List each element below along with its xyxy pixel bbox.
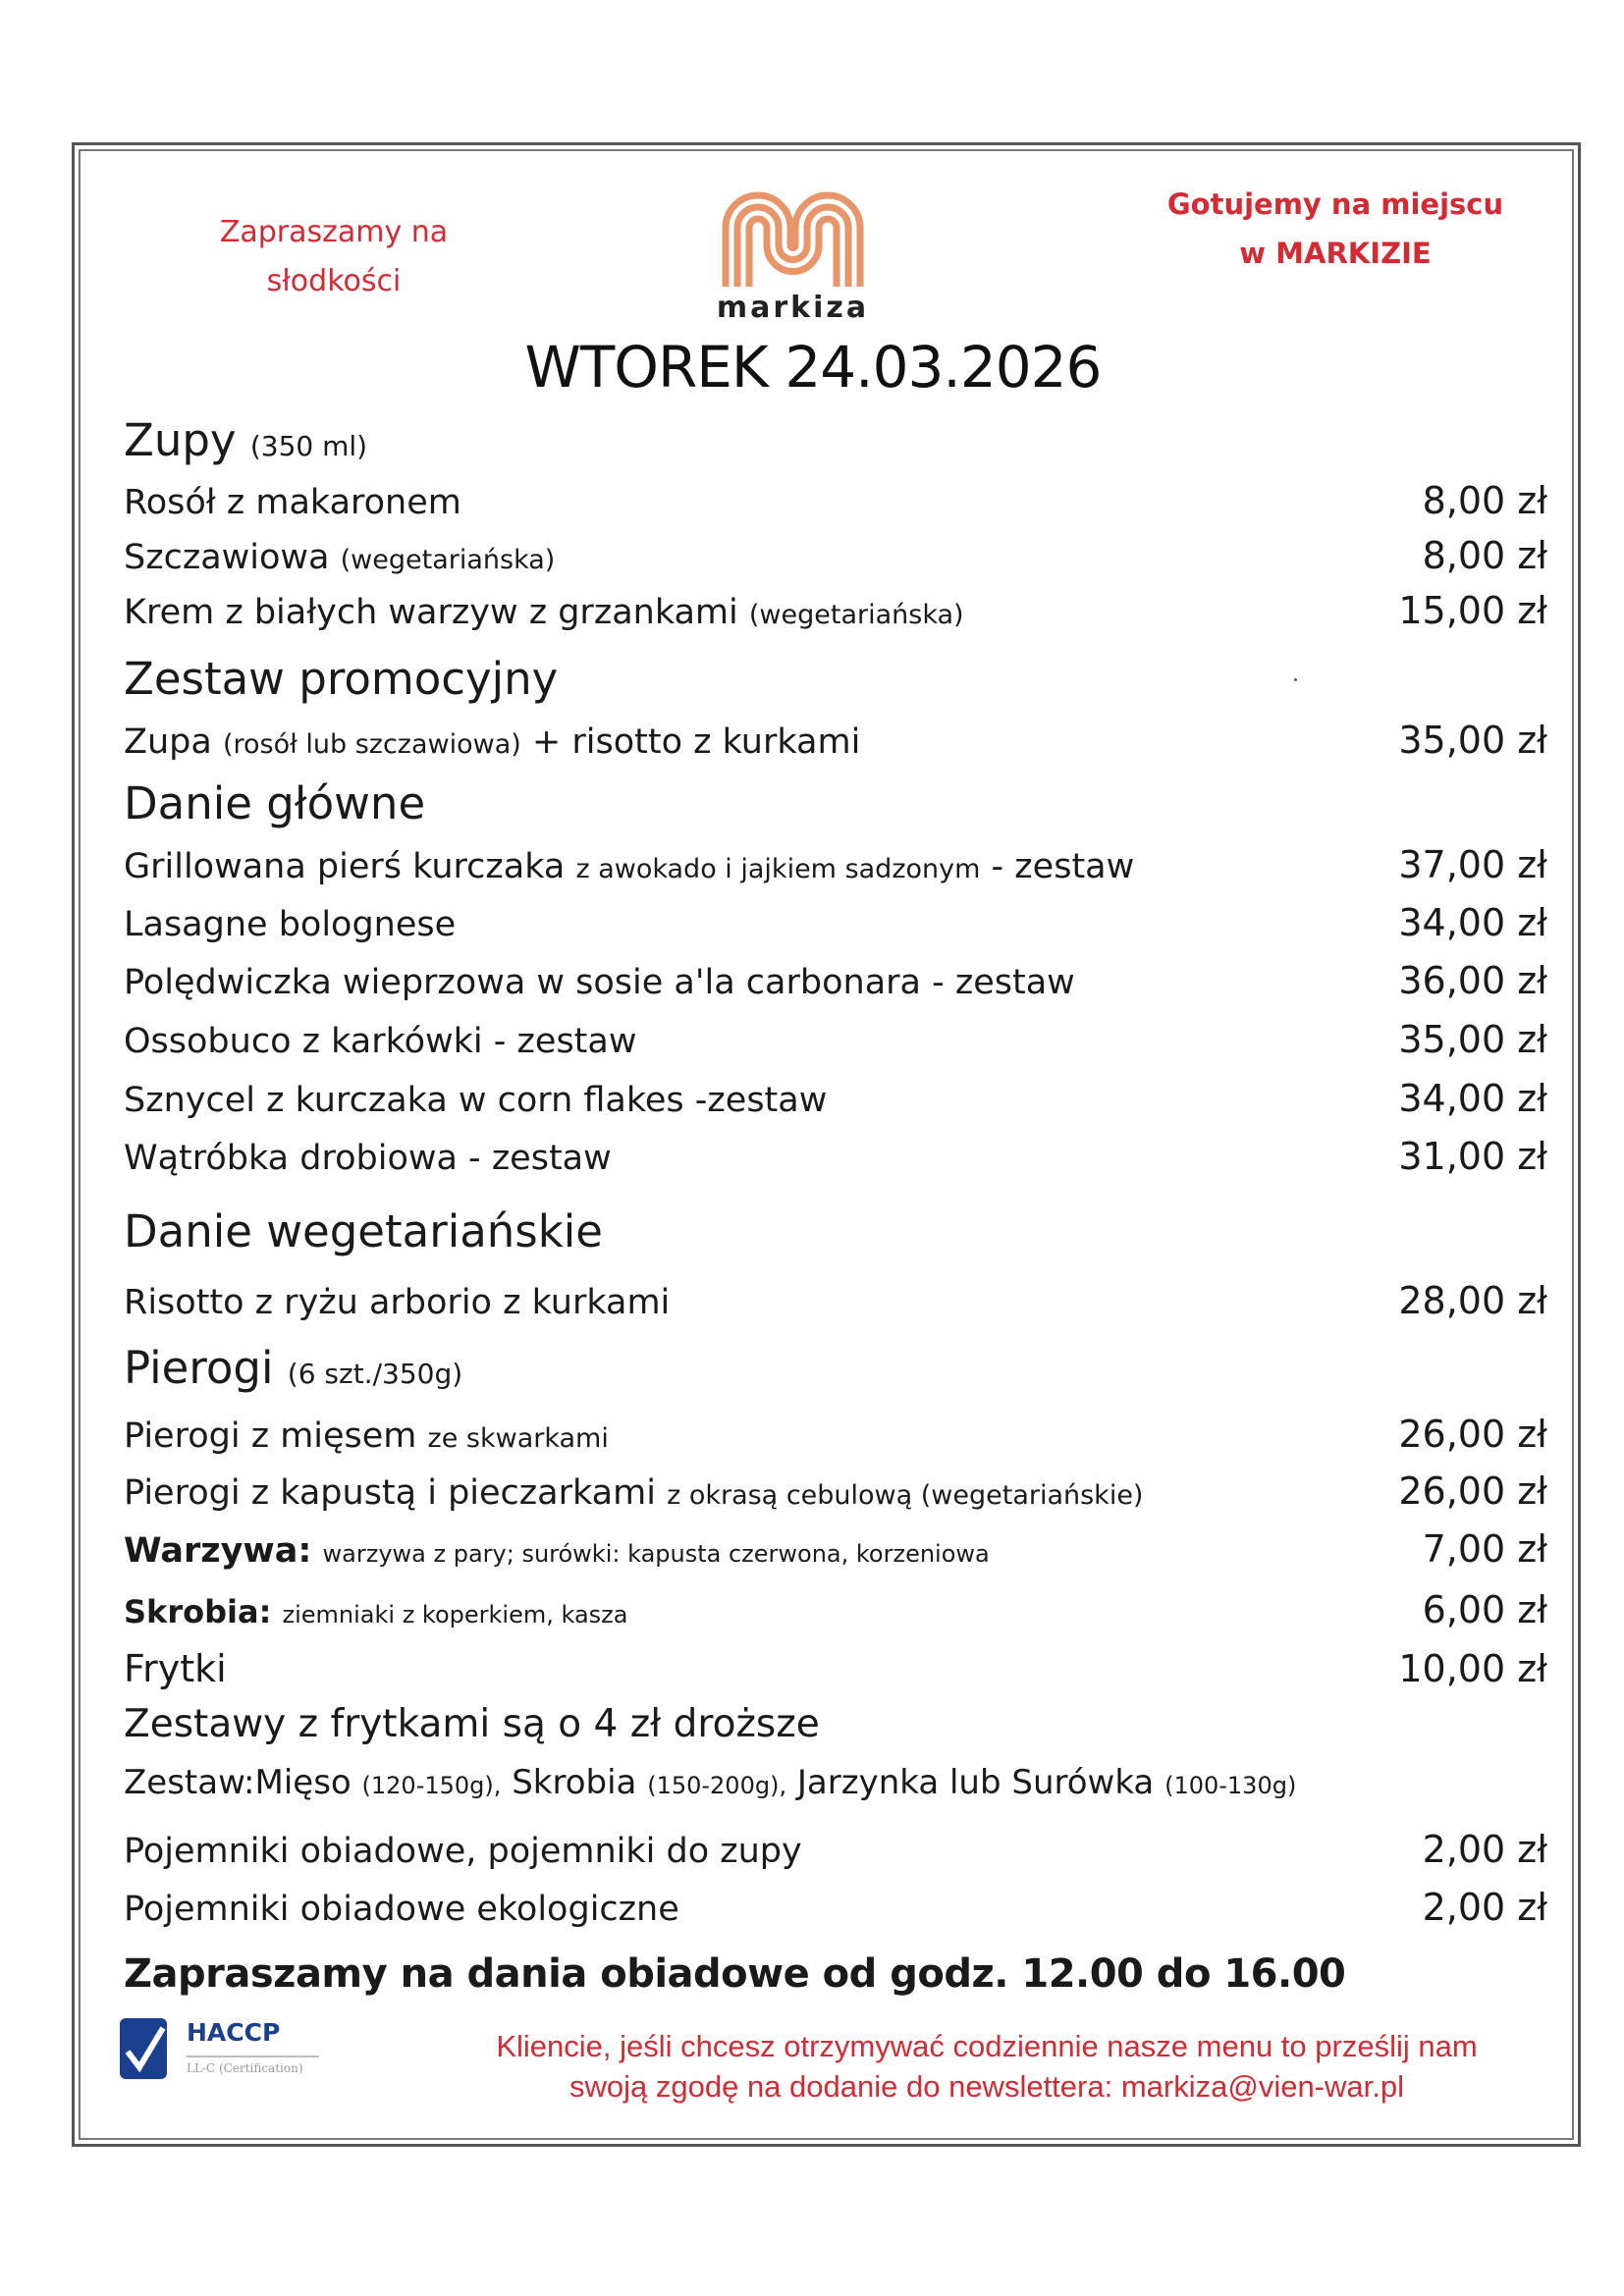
item-name: Polędwiczka wieprzowa w sosie a'la carbonara - zestaw (124, 963, 1075, 1002)
menu-item (124, 959, 1547, 1002)
haccp-badge (120, 2014, 326, 2083)
menu-item (124, 1828, 1547, 1871)
item-detail: (rosół lub szczawiowa) (222, 729, 521, 760)
item-detail: ziemniaki z koperkiem, kasza (282, 1601, 628, 1629)
stray-dot (1294, 678, 1297, 681)
item-name: Pojemniki obiadowe ekologiczne (124, 1890, 679, 1929)
item-name: Risotto z ryżu arborio z kurkami (124, 1283, 671, 1322)
fries-note (124, 1702, 1547, 1746)
section-title-pierogi (124, 1342, 462, 1394)
menu-item (124, 1588, 1547, 1631)
section-title-zupy (124, 414, 367, 466)
item-price: 37,00 zł (1398, 843, 1547, 886)
item-price: 31,00 zł (1398, 1135, 1547, 1178)
set-part-meat: Zestaw:Mięso (124, 1763, 352, 1802)
item-price: 35,00 zł (1398, 719, 1547, 762)
cooking-promo (1149, 180, 1522, 278)
opening-hours: Zapraszamy na dania obiadowe od godz. 12.00 do 16.00 (124, 1951, 1346, 1997)
menu-item (124, 1413, 1547, 1456)
markiza-logo-icon (717, 188, 869, 287)
cooking-promo-line1: Gotujemy na miejscu (1166, 187, 1504, 221)
item-price: 36,00 zł (1398, 959, 1547, 1002)
item-name: Frytki (124, 1647, 227, 1690)
item-name: Zupa (124, 722, 212, 762)
item-price: 7,00 zł (1422, 1527, 1547, 1571)
item-detail: (wegetariańska) (748, 600, 964, 630)
item-price: 15,00 zł (1398, 589, 1547, 632)
newsletter-line2: swoją zgodę na dodanie do newslettera: markiza@vien-war.pl (569, 2069, 1404, 2104)
set-part-meat-note: (120-150g), (361, 1772, 502, 1799)
sweets-promo-line1: Zapraszamy na (219, 215, 449, 249)
set-part-veg: Jarzynka lub Surówka (796, 1763, 1155, 1802)
page-title: WTOREK 24.03.2026 (524, 334, 1102, 400)
item-name: Pierogi z kapustą i pieczarkami (124, 1473, 656, 1513)
item-price: 35,00 zł (1398, 1018, 1547, 1061)
newsletter-note (432, 2026, 1542, 2107)
menu-item (124, 1527, 1547, 1571)
section-title-text: Zupy (124, 414, 237, 466)
item-name: Warzywa: (124, 1531, 312, 1571)
fries-note-text: Zestawy z frytkami są o 4 zł droższe (124, 1702, 820, 1746)
section-note: (6 szt./350g) (287, 1358, 463, 1390)
item-name-suffix: - zestaw (991, 847, 1135, 886)
haccp-divider (187, 2056, 319, 2057)
menu-item (124, 1647, 1547, 1690)
item-price: 34,00 zł (1398, 1077, 1547, 1120)
item-price: 6,00 zł (1422, 1588, 1547, 1631)
item-name: Skrobia: (124, 1593, 272, 1630)
sweets-promo-line2: słodkości (266, 264, 402, 298)
item-price: 8,00 zł (1422, 479, 1547, 522)
menu-item (124, 719, 1547, 762)
menu-item (124, 1018, 1547, 1061)
item-price: 8,00 zł (1422, 534, 1547, 577)
item-name: Ossobuco z karkówki - zestaw (124, 1022, 637, 1061)
menu-item (124, 1279, 1547, 1322)
item-name: Pierogi z mięsem (124, 1416, 417, 1456)
item-price: 2,00 zł (1422, 1886, 1547, 1929)
sweets-promo (187, 208, 481, 306)
menu-item (124, 901, 1547, 944)
item-name: Krem z białych warzyw z grzankami (124, 593, 738, 632)
item-detail: ze skwarkami (427, 1423, 609, 1454)
item-name: Wątróbka drobiowa - zestaw (124, 1139, 612, 1178)
item-name: Szczawiowa (124, 538, 330, 577)
item-name: Lasagne bolognese (124, 905, 457, 944)
item-price: 26,00 zł (1398, 1413, 1547, 1456)
haccp-subtitle: LL-C (Certification) (187, 2061, 303, 2075)
menu-item (124, 1135, 1547, 1178)
section-title-main: Danie główne (124, 777, 426, 829)
item-detail: (wegetariańska) (340, 545, 556, 575)
menu-item (124, 479, 1547, 522)
item-name: Sznycel z kurczaka w corn flakes -zestaw (124, 1081, 828, 1120)
haccp-title: HACCP (187, 2018, 281, 2047)
section-note: (350 ml) (249, 430, 368, 462)
menu-item (124, 843, 1547, 886)
cooking-promo-line2: w MARKIZIE (1239, 237, 1432, 270)
item-price: 2,00 zł (1422, 1828, 1547, 1871)
haccp-check-icon (120, 2018, 167, 2079)
menu-item (124, 1077, 1547, 1120)
set-composition (124, 1763, 1547, 1802)
item-price: 28,00 zł (1398, 1279, 1547, 1322)
menu-item (124, 1886, 1547, 1929)
item-price: 10,00 zł (1398, 1647, 1547, 1690)
item-name-suffix: + risotto z kurkami (531, 722, 861, 762)
item-price: 34,00 zł (1398, 901, 1547, 944)
menu-item (124, 1469, 1547, 1513)
item-name: Grillowana pierś kurczaka (124, 847, 566, 886)
item-name: Rosół z makaronem (124, 483, 461, 522)
item-price: 26,00 zł (1398, 1469, 1547, 1513)
set-part-veg-note: (100-130g) (1164, 1772, 1297, 1799)
item-detail: z awokado i jajkiem sadzonym (575, 854, 981, 884)
set-part-starch-note: (150-200g), (647, 1772, 787, 1799)
menu-item (124, 589, 1547, 632)
item-detail: z okrasą cebulową (wegetariańskie) (667, 1480, 1144, 1511)
item-detail: warzywa z pary; surówki: kapusta czerwona, korzeniowa (322, 1540, 990, 1568)
newsletter-line1: Kliencie, jeśli chcesz otrzymywać codziennie nasze menu to prześlij nam (496, 2029, 1478, 2063)
set-part-starch: Skrobia (512, 1763, 637, 1802)
section-title-text: Pierogi (124, 1342, 274, 1394)
section-title-vegetarian: Danie wegetariańskie (124, 1205, 603, 1257)
menu-item (124, 534, 1547, 577)
item-name: Pojemniki obiadowe, pojemniki do zupy (124, 1832, 802, 1871)
section-title-promo: Zestaw promocyjny (124, 653, 559, 705)
logo-wordmark: markiza (716, 291, 870, 325)
